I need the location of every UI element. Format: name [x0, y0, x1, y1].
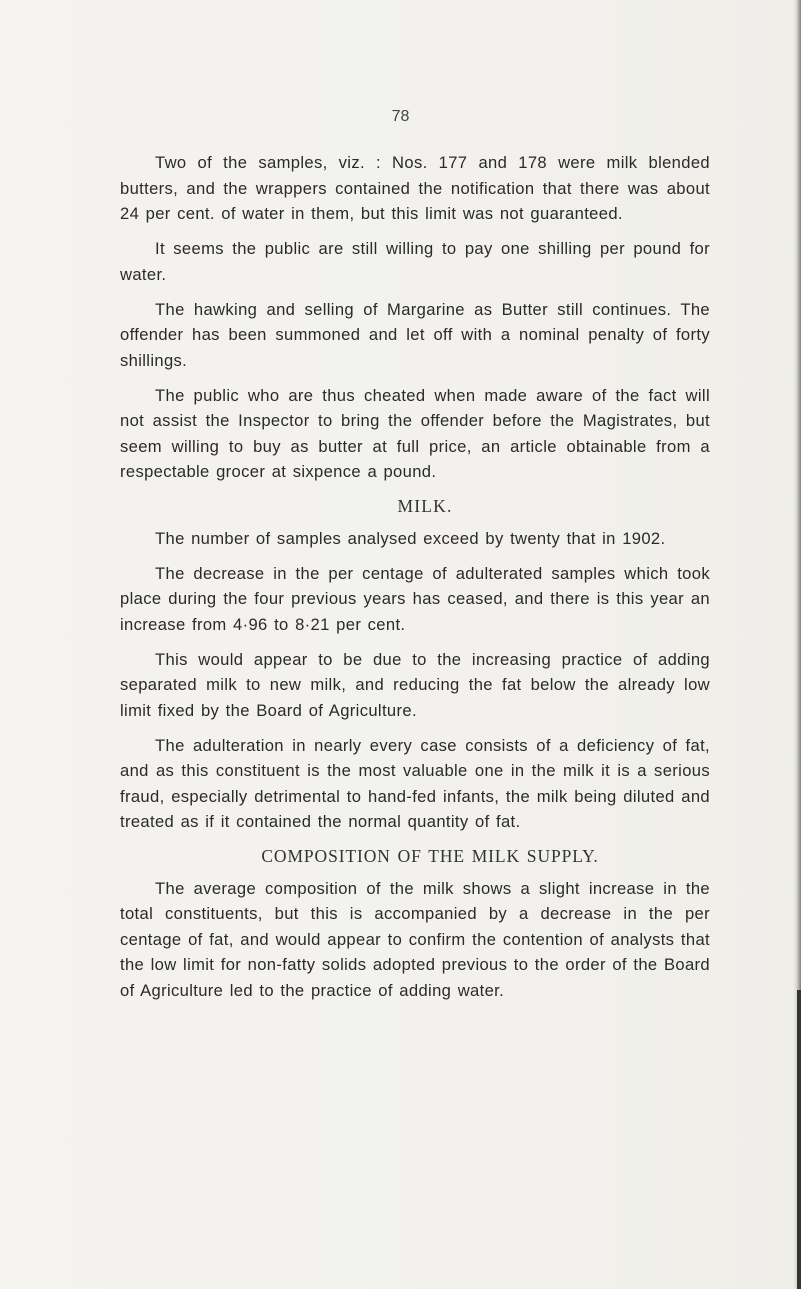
section-heading-milk: MILK. [397, 496, 453, 516]
paragraph-samples-analysed: The number of samples analysed exceed by twenty that in 1902. [155, 528, 666, 548]
paragraph-fat-deficiency: The adulteration in nearly every case consists of a deficiency of fat, and as this constituent is the most valuable one in the milk it is a serious fraud, especially detrimental to hand-fed infants, the milk being diluted and treated as if it contained the normal quantity of fat. [120, 735, 710, 831]
page-edge-dark [797, 990, 801, 1289]
paragraph-blended-butters: Two of the samples, viz. : Nos. 177 and 178 were milk blended butters, and the wrappers contained the notification that there was about 24 per cent. of water in them, but this limit was not guaranteed. [120, 153, 710, 223]
page-number: 78 [391, 108, 410, 125]
paragraph-average-composition: The average composition of the milk shows a slight increase in the total constituents, but this is accompanied by a decrease in the per centage of fat, and would appear to confirm the contention of analysts that the low limit for non-fatty solids adopted previous to the order of the Board of Agriculture led to the practice of adding water. [120, 878, 710, 1000]
paragraph-adulteration-increase: The decrease in the per centage of adulterated samples which took place during the four previous years has ceased, and there is this year an increase from 4·96 to 8·21 per cent. [120, 563, 710, 634]
paragraph-separated-milk: This would appear to be due to the increasing practice of adding separated milk to new milk, and reducing the fat below the already low limit fixed by the Board of Agriculture. [120, 649, 710, 720]
section-heading-composition: COMPOSITION OF THE MILK SUPPLY. [261, 846, 599, 866]
page-body [120, 150, 710, 1013]
paragraph-shilling-for-water: It seems the public are still willing to pay one shilling per pound for water. [120, 239, 710, 284]
paragraph-public-cheated: The public who are thus cheated when made aware of the fact will not assist the Inspector to bring the offender before the Magistrates, but seem willing to buy as butter at full price, an article obtainable from a respectable grocer at sixpence a pound. [120, 385, 710, 481]
paragraph-margarine-hawking: The hawking and selling of Margarine as Butter still continues. The offender has been summoned and let off with a nominal penalty of forty shillings. [120, 299, 710, 370]
